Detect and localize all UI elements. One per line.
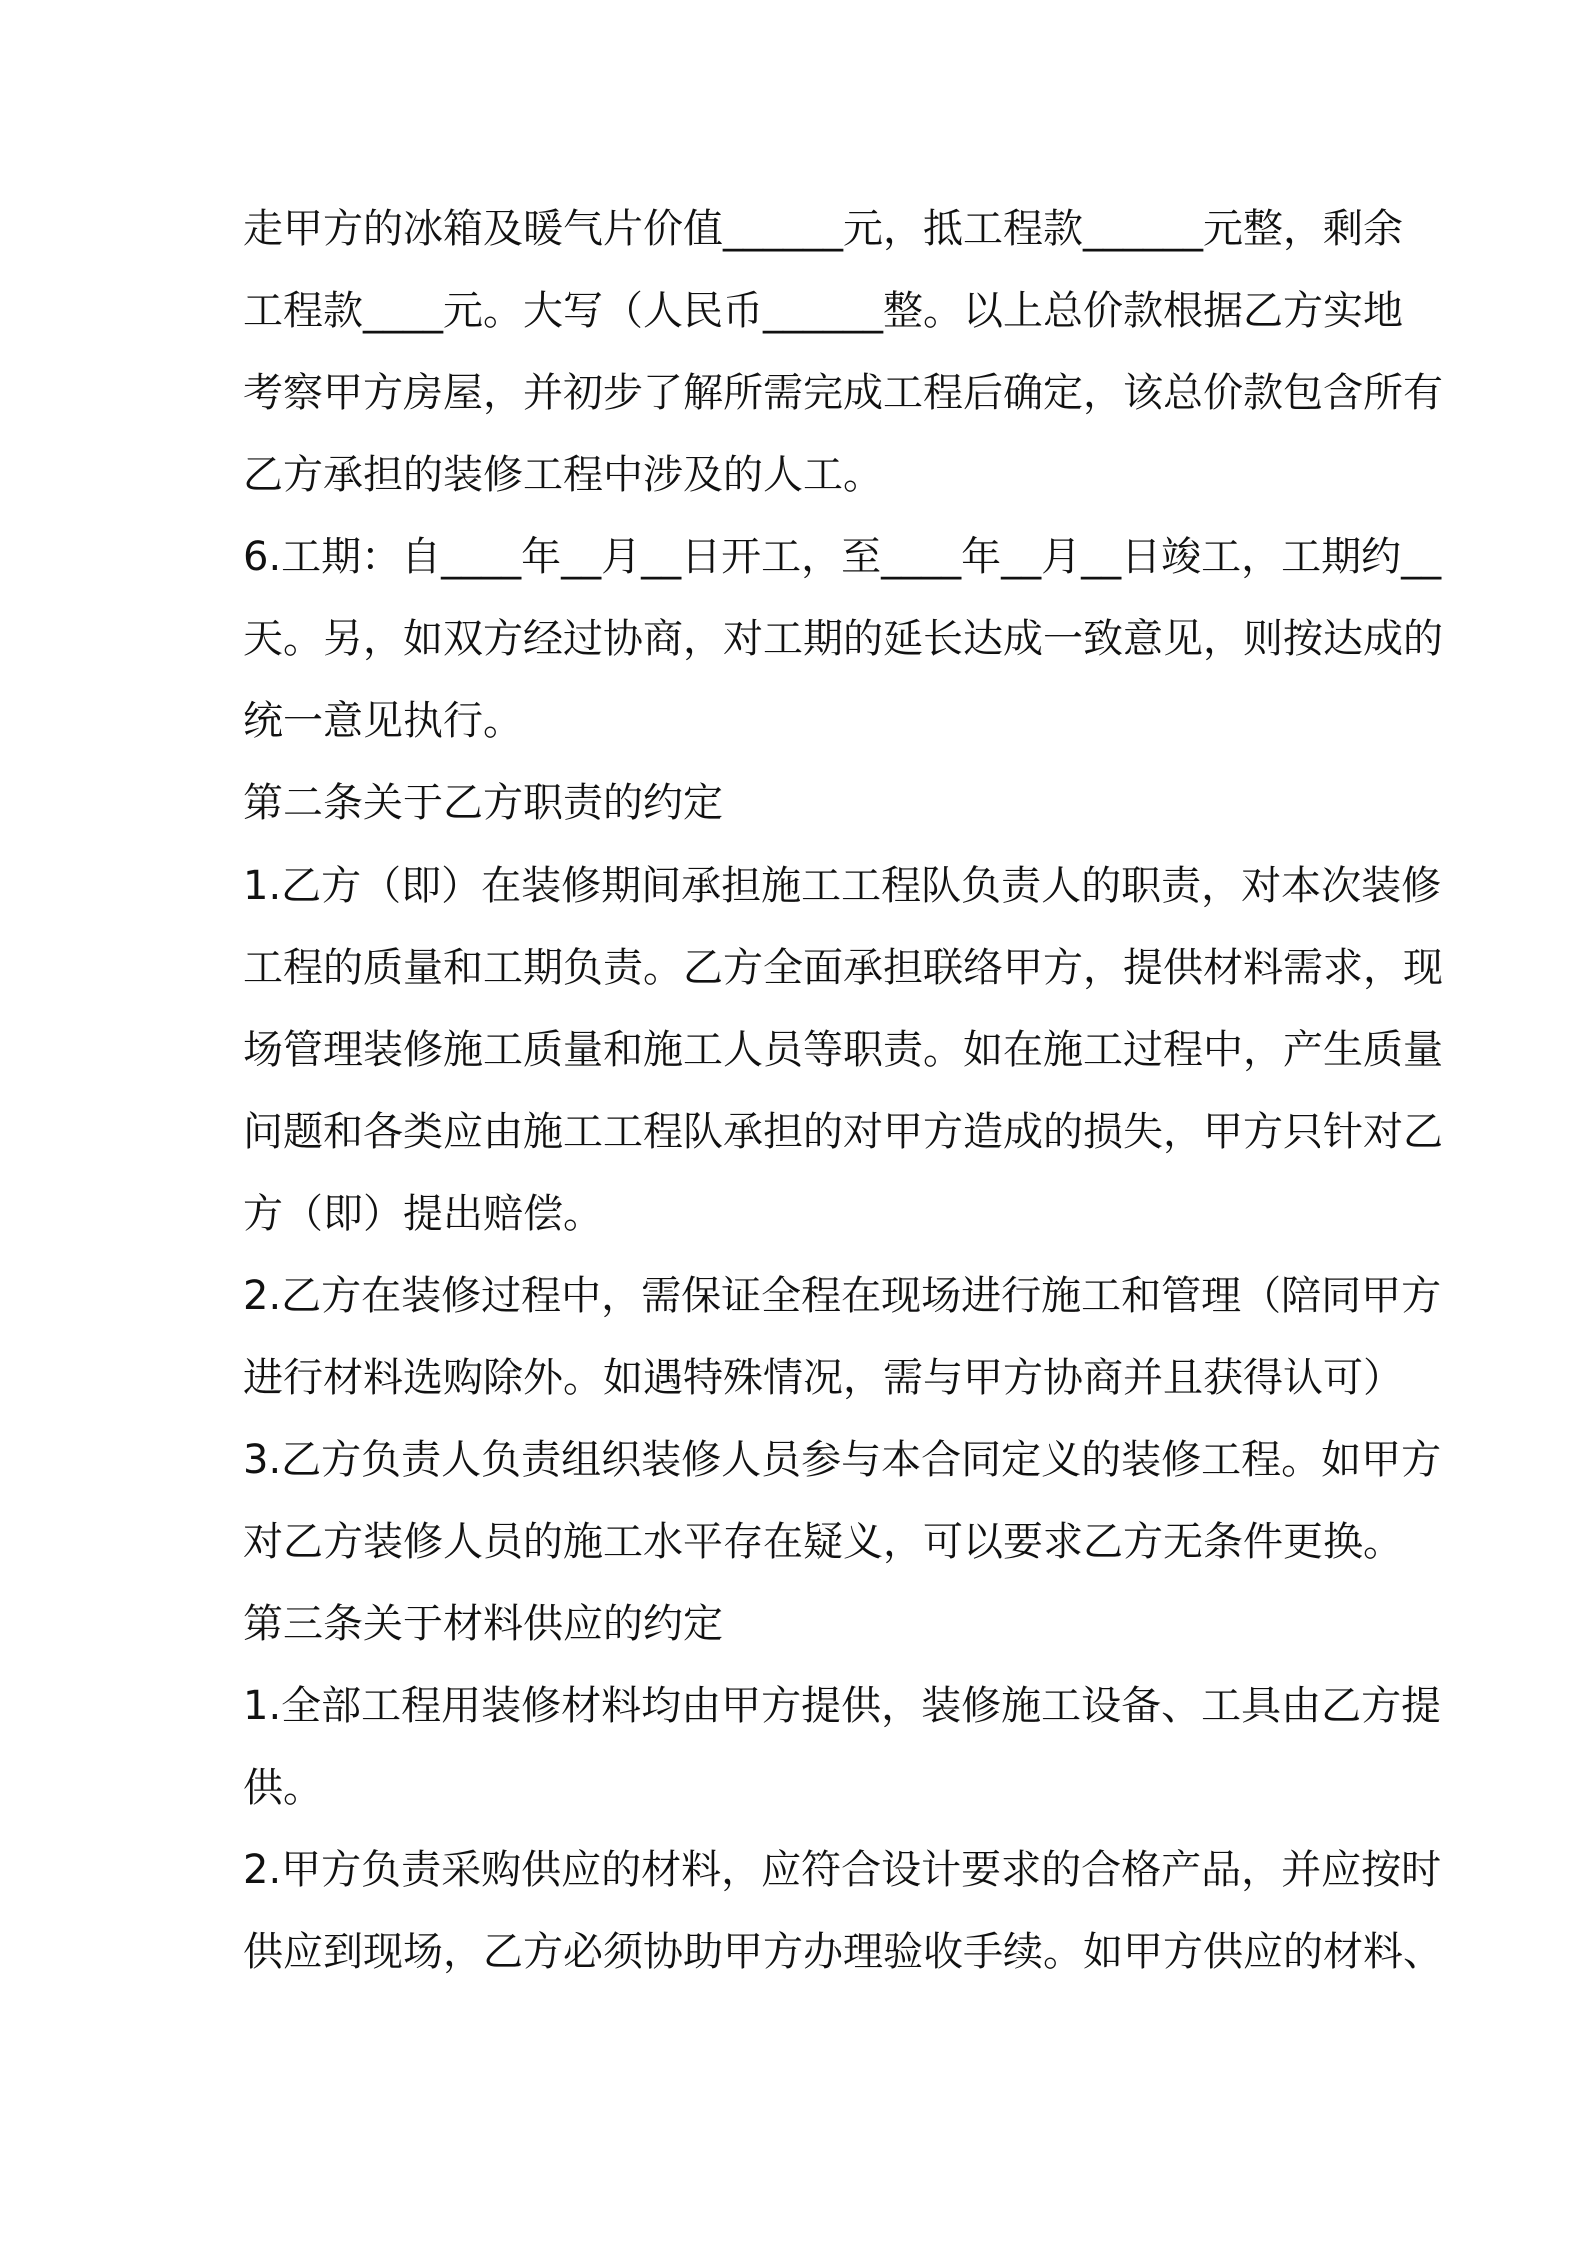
text-line: 进行材料选购除外。如遇特殊情况，需与甲方协商并且获得认可） [243,1355,1403,1401]
text-line: 工程款____元。大写（人民币______整。以上总价款根据乙方实地 [243,288,1403,334]
clause-6-line: 6.工期：自____年__月__日开工，至____年__月__日竣工，工期约__ [243,534,1442,580]
text-line: 1.全部工程用装修材料均由甲方提供，装修施工设备、工具由乙方提 [243,1683,1442,1729]
text-line: 工程的质量和工期负责。乙方全面承担联络甲方，提供材料需求，现 [243,945,1443,991]
text-line: 问题和各类应由施工工程队承担的对甲方造成的损失，甲方只针对乙 [243,1109,1443,1155]
text-line: 1.乙方（即）在装修期间承担施工工程队负责人的职责，对本次装修 [243,863,1442,909]
text-line: 天。另，如双方经过协商，对工期的延长达成一致意见，则按达成的 [243,616,1443,662]
text-line: 3.乙方负责人负责组织装修人员参与本合同定义的装修工程。如甲方 [243,1437,1442,1483]
text-line: 供。 [243,1765,323,1811]
text-line: 2.甲方负责采购供应的材料，应符合设计要求的合格产品，并应按时 [243,1847,1442,1893]
text-line: 考察甲方房屋，并初步了解所需完成工程后确定，该总价款包含所有 [243,370,1443,416]
text-line: 走甲方的冰箱及暖气片价值______元，抵工程款______元整，剩余 [243,206,1403,252]
text-line: 统一意见执行。 [243,698,523,744]
section-heading-article-2: 第二条关于乙方职责的约定 [243,780,723,826]
text-line: 供应到现场，乙方必须协助甲方办理验收手续。如甲方供应的材料、 [243,1929,1443,1975]
text-line: 方（即）提出赔偿。 [243,1191,603,1237]
text-line: 场管理装修施工质量和施工人员等职责。如在施工过程中，产生质量 [243,1027,1443,1073]
text-line: 2.乙方在装修过程中，需保证全程在现场进行施工和管理（陪同甲方 [243,1273,1442,1319]
section-heading-article-3: 第三条关于材料供应的约定 [243,1601,723,1647]
text-line: 乙方承担的装修工程中涉及的人工。 [243,452,883,498]
text-line: 对乙方装修人员的施工水平存在疑义，可以要求乙方无条件更换。 [243,1519,1403,1565]
